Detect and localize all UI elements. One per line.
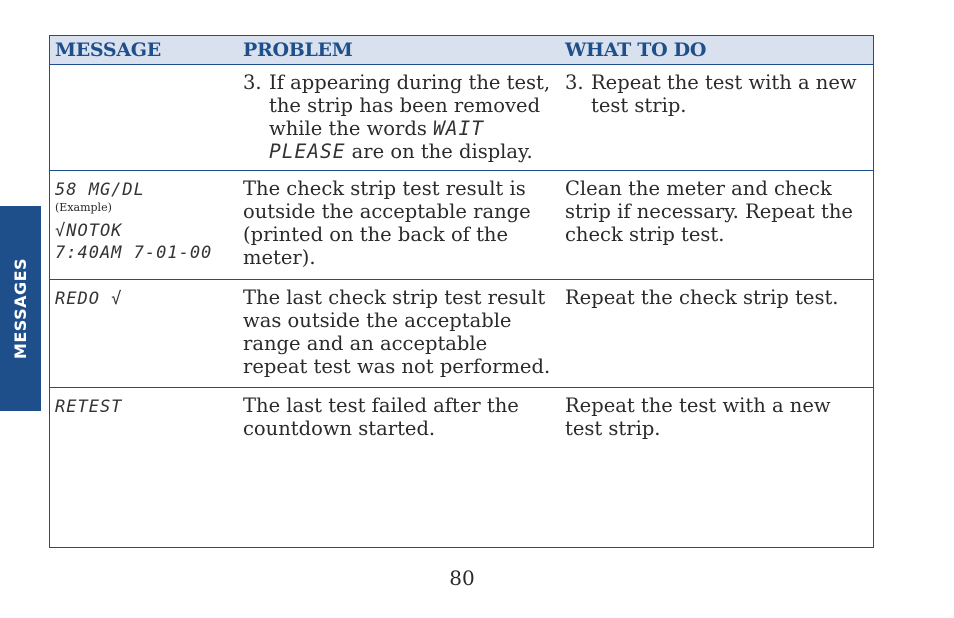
header-problem: PROBLEM bbox=[243, 39, 353, 61]
lcd-message: REDO √ bbox=[55, 289, 123, 309]
header-what-to-do: WHAT TO DO bbox=[565, 39, 707, 61]
item-number: 3. bbox=[565, 71, 584, 94]
problem-cell bbox=[243, 71, 555, 163]
action-cell bbox=[565, 71, 865, 117]
lcd-message: √NOTOK bbox=[55, 221, 123, 241]
lcd-message: 7:40AM 7-01-00 bbox=[55, 243, 213, 263]
action-cell: Clean the meter and check strip if necessary. Repeat the check strip test. bbox=[565, 177, 853, 246]
lcd-message: RETEST bbox=[55, 397, 123, 417]
problem-cell: The last check strip test result was outside the acceptable range and an acceptable repeat test was not performed. bbox=[243, 286, 551, 378]
example-note: (Example) bbox=[55, 201, 112, 214]
table-row bbox=[50, 387, 873, 547]
section-tab-label: MESSAGES bbox=[11, 257, 30, 360]
action-cell: Repeat the test with a new test strip. bbox=[565, 394, 831, 440]
message-cell bbox=[55, 396, 235, 418]
section-side-tab bbox=[0, 206, 41, 411]
problem-text: If appearing during the test, the strip has been removed while the words bbox=[269, 71, 551, 140]
header-message: MESSAGE bbox=[55, 39, 161, 61]
action-cell: Repeat the check strip test. bbox=[565, 286, 839, 309]
action-text: Repeat the test with a new test strip. bbox=[591, 71, 857, 117]
table-row bbox=[50, 170, 873, 279]
message-cell bbox=[55, 288, 235, 310]
table-header bbox=[50, 36, 873, 65]
lcd-message: 58 MG/DL bbox=[55, 180, 145, 200]
message-cell bbox=[55, 179, 235, 264]
item-number: 3. bbox=[243, 71, 262, 94]
messages-table bbox=[49, 35, 874, 548]
table-row bbox=[50, 65, 873, 170]
table-row bbox=[50, 279, 873, 387]
problem-cell: The last test failed after the countdown started. bbox=[243, 394, 519, 440]
display-text: WAIT PLEASE bbox=[269, 117, 485, 163]
problem-text-end: are on the display. bbox=[345, 140, 533, 163]
problem-cell: The check strip test result is outside the acceptable range (printed on the back of the meter). bbox=[243, 177, 531, 269]
page-number: 80 bbox=[449, 566, 475, 590]
